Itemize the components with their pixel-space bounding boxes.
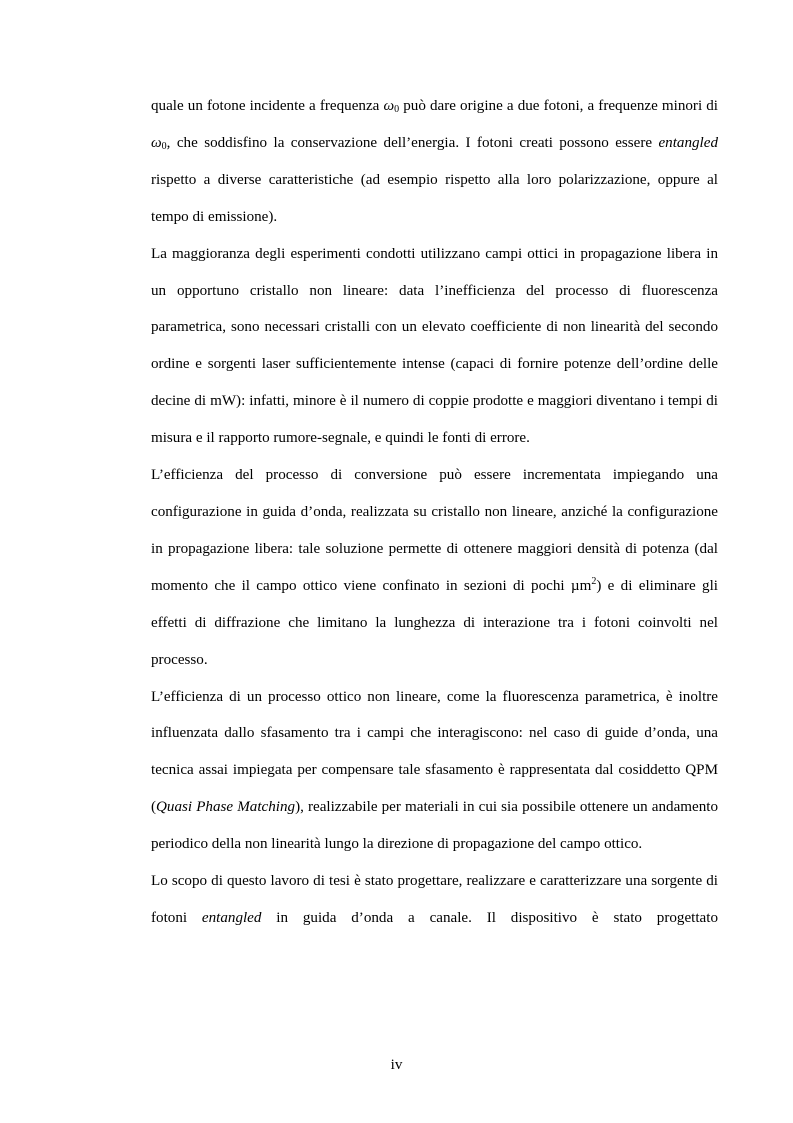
text-run: , che soddisfino la conservazione dell’energia. I fotoni creati possono essere	[166, 134, 659, 151]
text-run: rispetto a diverse caratteristiche (ad esempio rispetto alla loro polarizzazione, oppure al tempo di emissione).	[151, 171, 718, 225]
paragraph-2	[151, 236, 718, 457]
text-run: La maggioranza degli esperimenti condotti utilizzano campi ottici in propagazione libera in un opportuno cristallo non lineare: data l’inefficienza del processo di fluorescenza parametrica, sono necessari cristalli con un elevato coefficiente di non linearità del secondo ordine e sorgenti laser sufficientemente intense (capaci di fornire potenze dell’ordine delle decine di mW): infatti, minore è il numero di coppie prodotte e maggiori diventano i tempi di misura e il rapporto rumore-segnale, e quindi le fonti di errore.	[151, 245, 718, 447]
paragraph-3	[151, 457, 718, 678]
text-run: in guida d’onda a canale. Il dispositivo è stato progettato	[261, 909, 718, 926]
text-run: quale un fotone incidente a frequenza	[151, 98, 384, 114]
italic-text: entangled	[201, 909, 262, 926]
italic-text: Quasi Phase Matching	[156, 799, 296, 816]
italic-text: ω	[151, 134, 162, 151]
subscript: 0	[394, 104, 400, 115]
italic-text: ω	[383, 98, 395, 114]
text-run: può dare origine a due fotoni, a frequenze minori di	[399, 98, 718, 114]
text-run: Lo scopo di questo lavoro di tesi è stato progettare, realizzare e caratterizzare una sorgente di fotoni	[151, 873, 718, 926]
text-run: L’efficienza di un processo ottico non lineare, come la fluorescenza parametrica, è inoltre influenzata dallo sfasamento tra i campi che interagiscono: nel caso di guide d’onda, una tecnica assai impiegata per compensare tale sfasamento è rappresentata dal cosiddetto QPM (	[151, 688, 718, 816]
text-run: L’efficienza del processo di conversione può essere incrementata impiegando una configurazione in guida d’onda, realizzata su cristallo non lineare, anziché la configurazione in propagazione libera: tale soluzione permette di ottenere maggiori densità di potenza (dal momento che il campo ottico viene confinato in sezioni di pochi µm	[151, 467, 718, 594]
subscript: 0	[161, 140, 167, 152]
text-run: ), realizzabile per materiali in cui sia possibile ottenere un andamento periodico della non linearità lungo la direzione di propagazione del campo ottico.	[151, 799, 718, 853]
text-run: ) e di eliminare gli effetti di diffrazione che limitano la lunghezza di interazione tra i fotoni coinvolti nel processo.	[151, 577, 718, 668]
superscript: 2	[591, 575, 597, 587]
body-text	[151, 88, 718, 937]
paragraph-4	[151, 679, 718, 864]
page-number: iv	[390, 1057, 403, 1073]
paragraph-5	[151, 863, 718, 937]
italic-text: entangled	[658, 134, 718, 151]
paragraph-1	[151, 88, 718, 236]
